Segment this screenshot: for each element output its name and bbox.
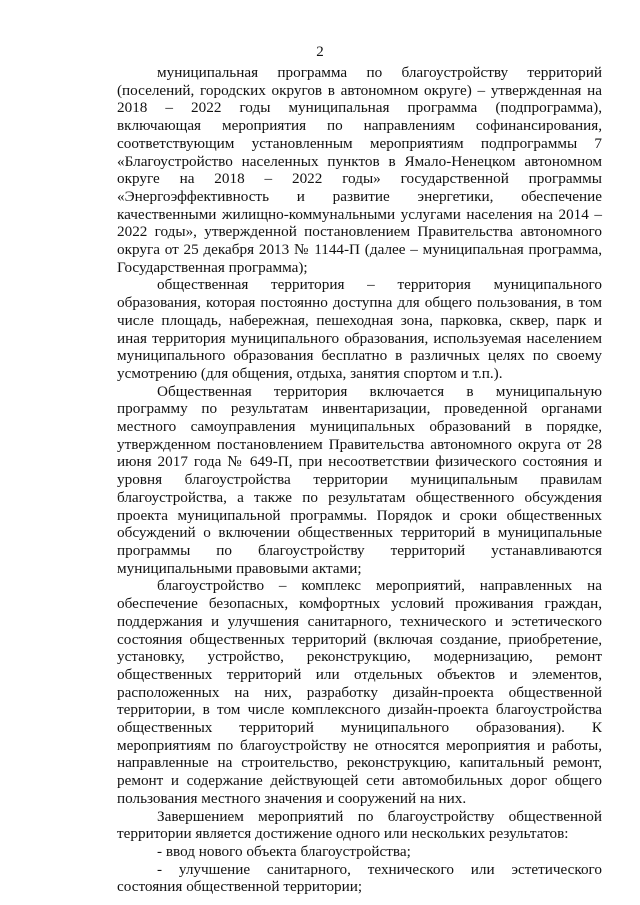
list-item-new-object: - ввод нового объекта благоустройства; <box>157 842 411 860</box>
paragraph-public-territory-definition: общественная территория – территория муниципального образования, которая постоянно доступна для общего пользования, в том числе площадь, набережная, пешеходная зона, парковка, сквер, парк и иная территория муниципального образования, используемая населением муниципального образования бесплатно в различных целях по своему усмотрению (для общения, отдыха, занятия спортом и т.п.). <box>117 276 602 382</box>
paragraph-improvement-definition: благоустройство – комплекс мероприятий, направленных на обеспечение безопасных, комфортных условий проживания граждан, поддержания и улучшения санитарного, технического и эстетического состояния общественных территорий (включая создание, приобретение, установку, устройство, реконструкцию, модернизацию, ремонт общественных территорий или отдельных объектов и элементов, расположенных на них, разработку дизайн-проекта общественной территории, в том числе комплексного дизайн-проекта благоустройства общественных территорий муниципального образования). К мероприятиям по благоустройству не относятся мероприятия и работы, направленные на строительство, реконструкцию, капитальный ремонт, ремонт и содержание действующей сети автомобильных дорог общего пользования местного значения и сооружений на них. <box>117 577 602 807</box>
paragraph-municipal-program-definition: муниципальная программа по благоустройству территорий (поселений, городских округов в автономном округе) – утвержденная на 2018 – 2022 годы муниципальная программа (подпрограмма), включающая мероприятия по направлениям софинансирования, соответствующим установленным мероприятиям подпрограммы 7 «Благоустройство населенных пунктов в Ямало-Ненецком автономном округе на 2018 – 2022 годы» государственной программы «Энергоэффективность и развитие энергетики, обеспечение качественными жилищно-коммунальными услугами населения на 2014 – 2022 годы», утвержденной постановлением Правительства автономного округа от 25 декабря 2013 № 1144-П (далее – муниципальная программа, Государственная программа); <box>117 64 602 276</box>
document-body <box>117 64 602 896</box>
page-number: 2 <box>316 44 324 60</box>
list-item-condition-improvement: - улучшение санитарного, технического или эстетического состояния общественной территории; <box>117 860 602 896</box>
paragraph-public-territory-inclusion: Общественная территория включается в муниципальную программу по результатам инвентаризации, проведенной органами местного самоуправления муниципальных образований в порядке, утвержденном постановлением Правительства автономного округа от 28 июня 2017 года № 649-П, при несоответствии физического состояния и уровня благоустройства территории муниципальным правилам благоустройства, а также по результатам общественного обсуждения проекта муниципальной программы. Порядок и сроки общественных обсуждений о включении общественных территорий в муниципальные программы по благоустройству территорий устанавливаются муниципальными правовыми актами; <box>117 382 602 577</box>
paragraph-completion-results: Завершением мероприятий по благоустройству общественной территории является достижение одного или нескольких результатов: <box>117 807 602 843</box>
